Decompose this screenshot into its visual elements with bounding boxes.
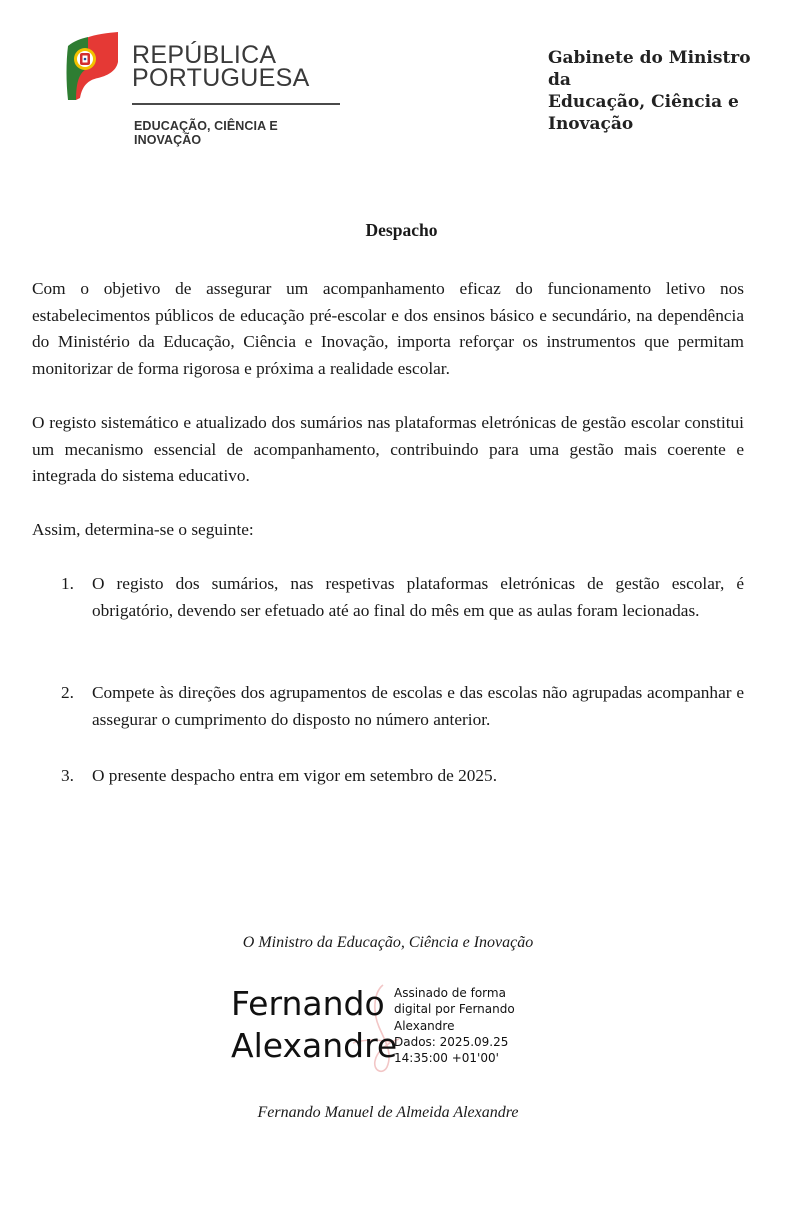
signer-name — [231, 983, 397, 1067]
paragraph-intro: Com o objetivo de assegurar um acompanhamento eficaz do funcionamento letivo nos estabelecimentos públicos de educação pré-escolar e dos ensinos básico e secundário, na dependência do Ministério da Educação, Ciência e Inovação, importa reforçar os instrumentos que permitam monitorizar de forma rigorosa e próxima a realidade escolar. — [32, 279, 744, 378]
republic-logo — [66, 32, 346, 147]
logo-title — [132, 41, 310, 92]
list-item — [61, 763, 744, 790]
signature-detail-line: digital por Fernando — [394, 1002, 515, 1017]
signature-details — [394, 985, 515, 1066]
logo-divider — [132, 103, 340, 105]
digital-signature-block[interactable] — [231, 983, 551, 1083]
logo-title-line2: PORTUGUESA — [132, 64, 310, 92]
portuguese-republic-emblem-icon — [66, 32, 118, 100]
list-item — [61, 680, 744, 733]
paragraph-registo: O registo sistemático e atualizado dos sumários nas plataformas eletrónicas de gestão escolar constitui um mecanismo essencial de acompanhamento, contribuindo para uma gestão mais coerente e integrada do sistema educativo. — [32, 413, 744, 485]
list-item-text: Compete às direções dos agrupamentos de escolas e das escolas não agrupadas acompanhar e assegurar o cumprimento do disposto no número anterior. — [92, 683, 744, 729]
signer-name-line1: Fernando — [231, 984, 385, 1023]
cabinet-line1: Gabinete do Ministro da — [548, 48, 751, 90]
signature-detail-line: Alexandre — [394, 1018, 455, 1033]
list-item-text: O presente despacho entra em vigor em setembro de 2025. — [92, 766, 498, 785]
cabinet-heading — [548, 47, 768, 135]
cabinet-line3: Inovação — [548, 114, 634, 134]
paragraph-determination: Assim, determina-se o seguinte: — [32, 520, 254, 539]
list-item-number: 2. — [61, 683, 74, 702]
list-item — [61, 571, 744, 624]
signer-name-line2: Alexandre — [231, 1026, 398, 1065]
list-item-number: 1. — [61, 574, 74, 593]
document-title: Despacho — [365, 220, 438, 240]
logo-subtitle: EDUCAÇÃO, CIÊNCIA E INOVAÇÃO — [134, 119, 278, 147]
signature-detail-line: Assinado de forma — [394, 986, 506, 1000]
signature-date: Dados: 2025.09.25 — [394, 1034, 509, 1049]
list-item-number: 3. — [61, 766, 74, 785]
cabinet-line2: Educação, Ciência e — [548, 92, 739, 112]
logo-title-line1: REPÚBLICA — [132, 41, 277, 69]
signature-time: 14:35:00 +01'00' — [394, 1051, 499, 1066]
list-item-text: O registo dos sumários, nas respetivas plataformas eletrónicas de gestão escolar, é obrigatório, devendo ser efetuado até ao final do mês em que as aulas foram lecionadas. — [92, 574, 744, 620]
signer-full-name: Fernando Manuel de Almeida Alexandre — [257, 1104, 519, 1121]
signature-role: O Ministro da Educação, Ciência e Inovação — [242, 934, 534, 951]
